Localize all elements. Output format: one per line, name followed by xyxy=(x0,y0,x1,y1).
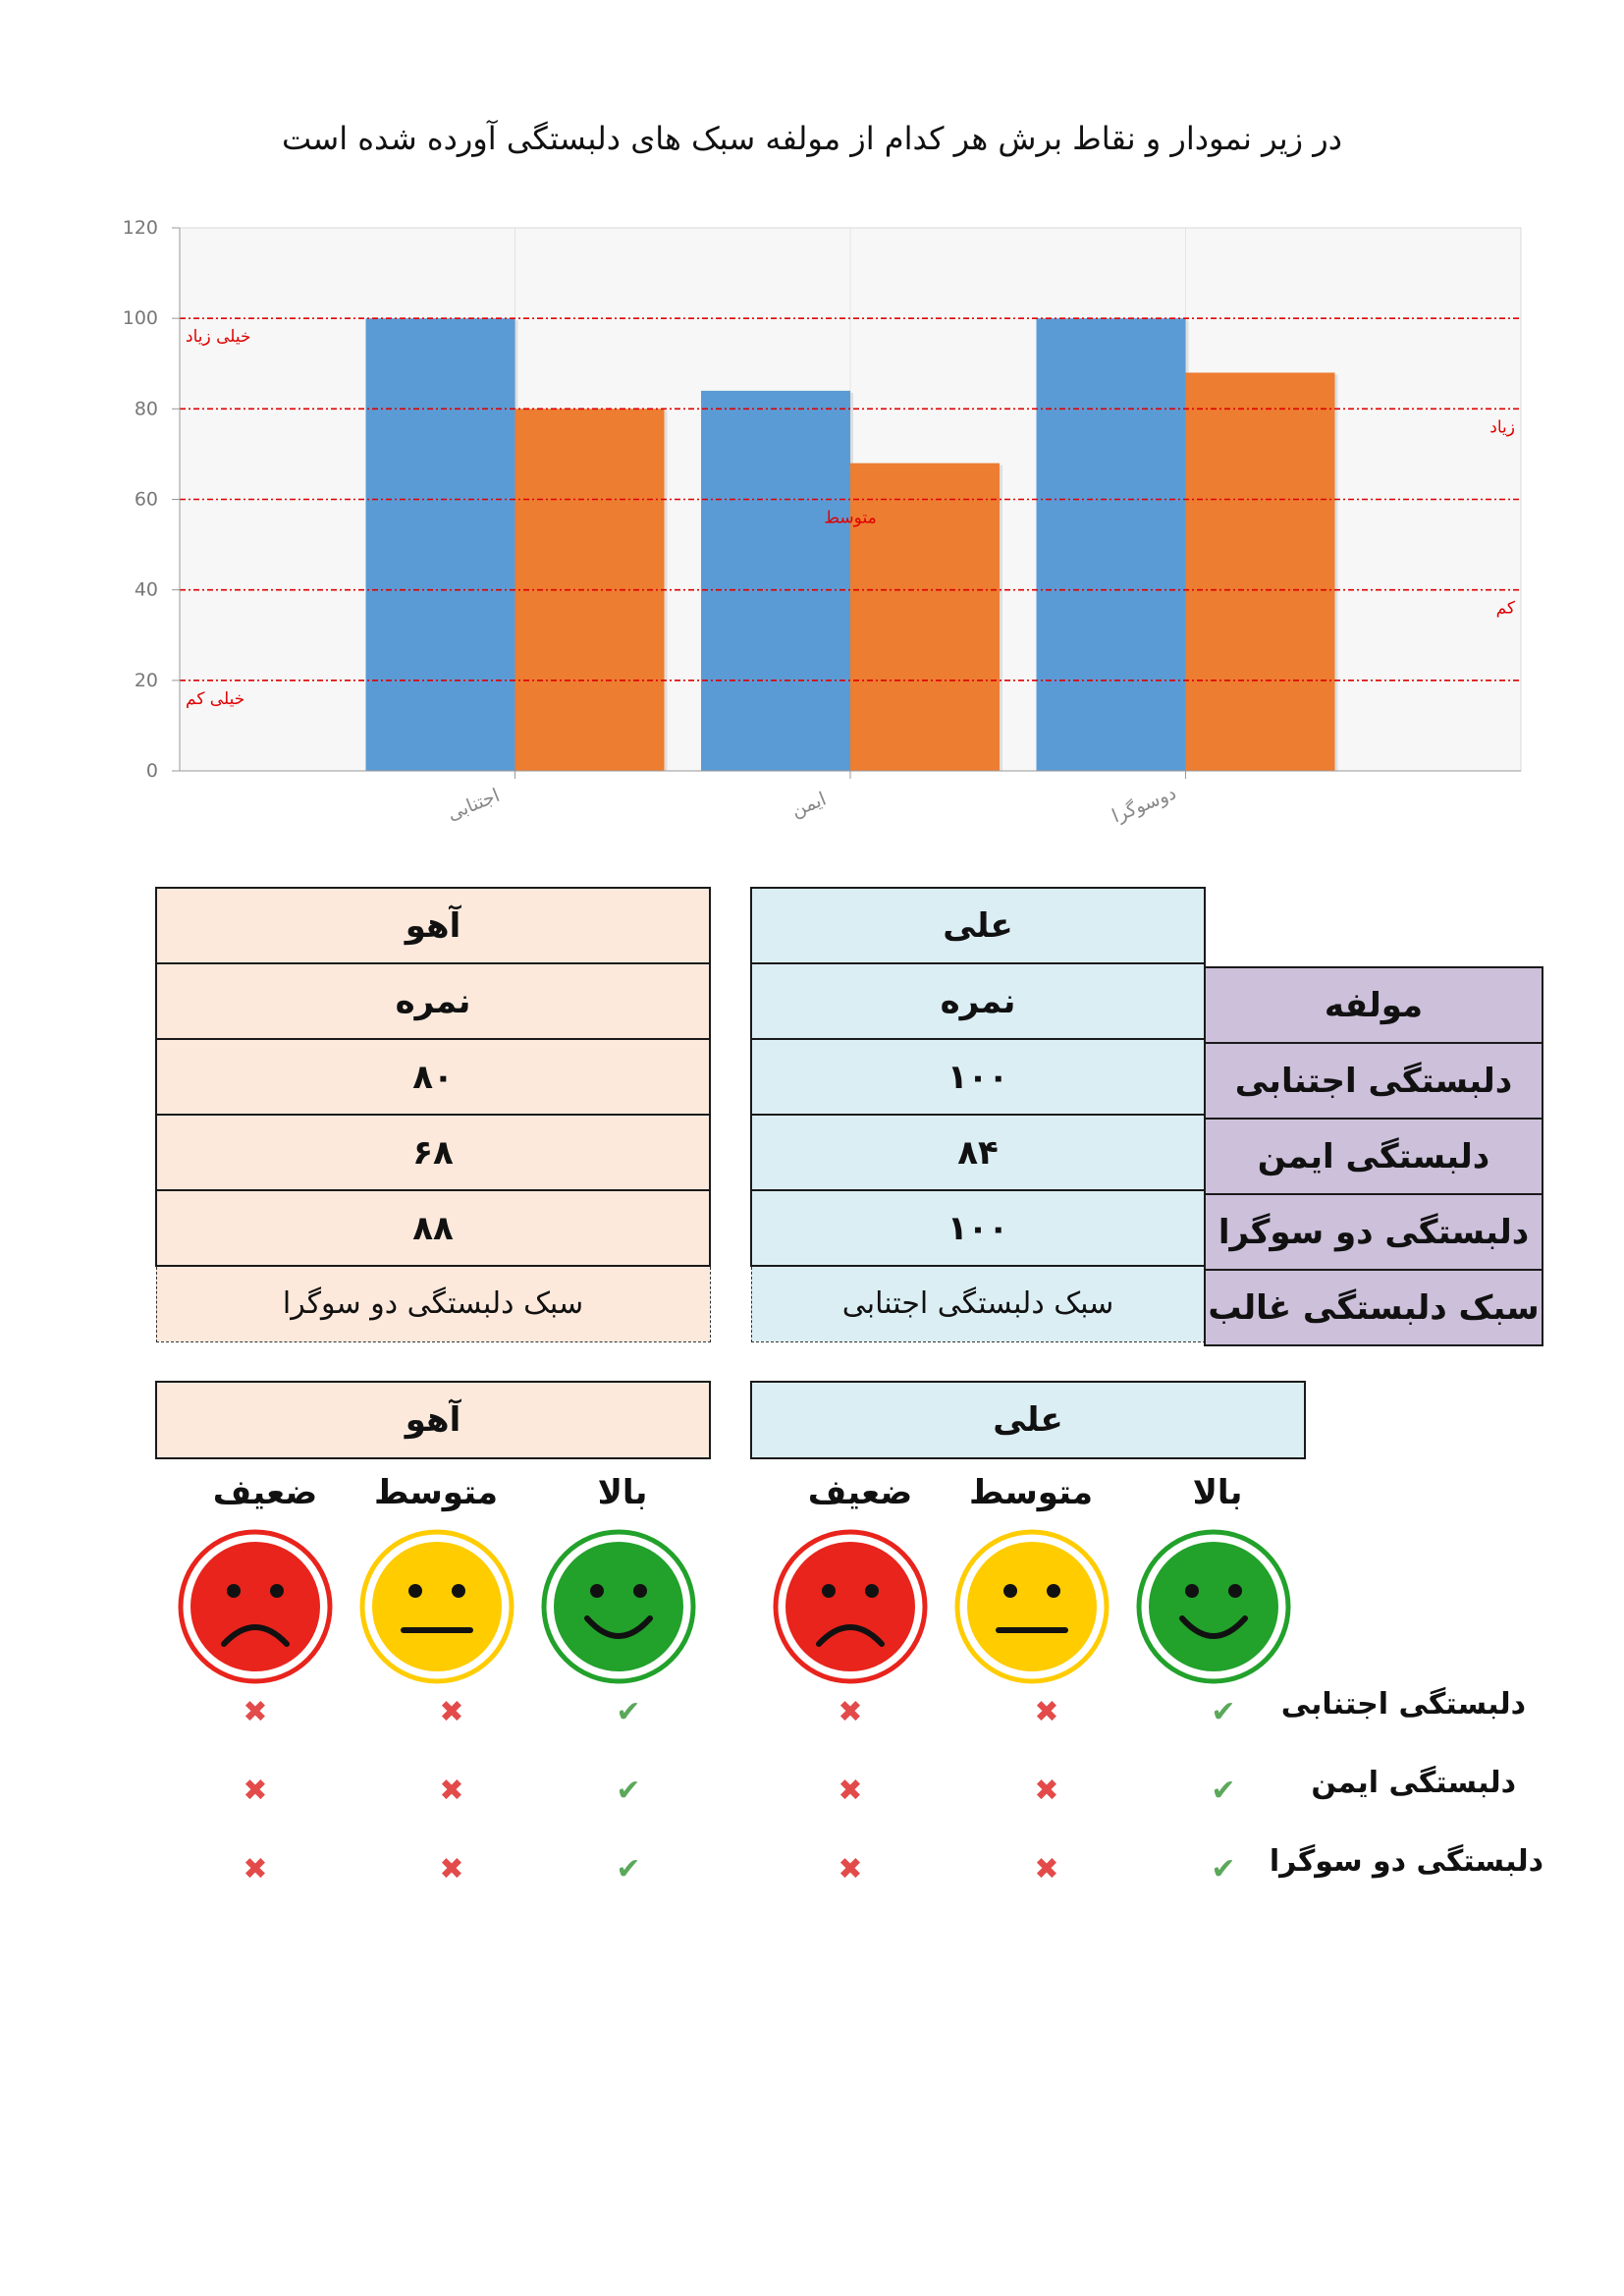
ali-score-header: نمره xyxy=(751,963,1205,1039)
bar-1-3 xyxy=(1037,318,1186,771)
ali-level-low: ضعیف xyxy=(807,1473,913,1512)
x-category-label: اجتنابی xyxy=(444,784,504,826)
threshold-label: خیلی کم xyxy=(186,688,245,709)
ali-cross-icon: ✖ xyxy=(1034,1774,1059,1808)
component-avoidant: دلبستگی اجتنابی xyxy=(1205,1043,1543,1119)
y-tick-label: 20 xyxy=(134,669,158,691)
ahoo-score-avoidant: ۸۰ xyxy=(156,1039,710,1115)
ali-cross-icon: ✖ xyxy=(838,1852,863,1886)
threshold-label: زیاد xyxy=(1489,417,1515,438)
ahoo-neutral-face-icon xyxy=(358,1528,515,1685)
ahoo-happy-face-icon xyxy=(540,1528,697,1685)
ali-happy-face-icon xyxy=(1135,1528,1292,1685)
threshold-label: خیلی زیاد xyxy=(186,327,251,348)
ali-check-icon: ✔ xyxy=(1211,1774,1236,1808)
ahoo-check-icon: ✔ xyxy=(616,1852,641,1886)
ahoo-sad-face-icon xyxy=(177,1528,334,1685)
ali-rating-header: علی xyxy=(750,1381,1306,1459)
ali-score-table xyxy=(750,887,1206,1342)
y-tick-label: 100 xyxy=(122,307,158,330)
ahoo-cross-icon: ✖ xyxy=(243,1695,268,1729)
y-tick-label: 60 xyxy=(134,488,158,511)
y-tick-label: 0 xyxy=(145,760,158,782)
y-tick-label: 120 xyxy=(122,217,158,239)
bar-1-1 xyxy=(366,318,515,771)
bar-1-2 xyxy=(701,391,850,771)
component-dominant-label: سبک دلبستگی غالب xyxy=(1205,1270,1543,1345)
ahoo-level-low: ضعیف xyxy=(212,1473,318,1512)
ahoo-score-table xyxy=(155,887,711,1342)
ali-check-icon: ✔ xyxy=(1211,1695,1236,1729)
ahoo-score-ambivalent: ۸۸ xyxy=(156,1190,710,1266)
ali-score-ambivalent: ۱۰۰ xyxy=(751,1190,1205,1266)
ahoo-cross-icon: ✖ xyxy=(439,1852,464,1886)
ahoo-dominant-style: سبک دلبستگی دو سوگرا xyxy=(156,1266,710,1341)
ali-name-cell: علی xyxy=(751,888,1205,963)
ali-neutral-face-icon xyxy=(953,1528,1110,1685)
bar-2-3 xyxy=(1186,372,1335,771)
ahoo-cross-icon: ✖ xyxy=(439,1774,464,1808)
bar-chart xyxy=(0,0,1624,845)
ahoo-cross-icon: ✖ xyxy=(243,1852,268,1886)
ali-cross-icon: ✖ xyxy=(1034,1852,1059,1886)
y-tick-label: 40 xyxy=(134,578,158,601)
ahoo-cross-icon: ✖ xyxy=(439,1695,464,1729)
rating-row-label: دلبستگی دو سوگرا xyxy=(1269,1844,1543,1879)
ali-cross-icon: ✖ xyxy=(838,1774,863,1808)
x-category-label: دوسوگرا xyxy=(1109,782,1179,828)
ahoo-level-mid: متوسط xyxy=(373,1473,499,1512)
ali-check-icon: ✔ xyxy=(1211,1852,1236,1886)
y-tick-label: 80 xyxy=(134,398,158,420)
ahoo-check-icon: ✔ xyxy=(616,1774,641,1808)
x-category-label: ایمن xyxy=(787,788,830,822)
threshold-label: کم xyxy=(1495,598,1515,619)
ahoo-score-header: نمره xyxy=(156,963,710,1039)
ali-score-avoidant: ۱۰۰ xyxy=(751,1039,1205,1115)
component-table xyxy=(1204,966,1543,1346)
ali-dominant-style: سبک دلبستگی اجتنابی xyxy=(751,1266,1205,1341)
ali-cross-icon: ✖ xyxy=(1034,1695,1059,1729)
ali-sad-face-icon xyxy=(772,1528,929,1685)
ahoo-cross-icon: ✖ xyxy=(243,1774,268,1808)
component-header: مولفه xyxy=(1205,967,1543,1043)
page-title: در زیر نمودار و نقاط برش هر کدام از مولفه سبک های دلبستگی آورده شده است xyxy=(281,120,1342,157)
ali-level-mid: متوسط xyxy=(968,1473,1094,1512)
ali-level-high: بالا xyxy=(1192,1473,1243,1512)
ahoo-level-high: بالا xyxy=(597,1473,648,1512)
ali-cross-icon: ✖ xyxy=(838,1695,863,1729)
component-ambivalent: دلبستگی دو سوگرا xyxy=(1205,1194,1543,1270)
component-secure: دلبستگی ایمن xyxy=(1205,1119,1543,1194)
ahoo-score-secure: ۶۸ xyxy=(156,1115,710,1190)
ahoo-check-icon: ✔ xyxy=(616,1695,641,1729)
rating-row-label: دلبستگی ایمن xyxy=(1311,1766,1516,1800)
ali-score-secure: ۸۴ xyxy=(751,1115,1205,1190)
threshold-label: متوسط xyxy=(824,508,877,528)
ahoo-name-cell: آهو xyxy=(156,888,710,963)
ahoo-rating-header: آهو xyxy=(155,1381,711,1459)
rating-row-label: دلبستگی اجتنابی xyxy=(1280,1687,1526,1722)
